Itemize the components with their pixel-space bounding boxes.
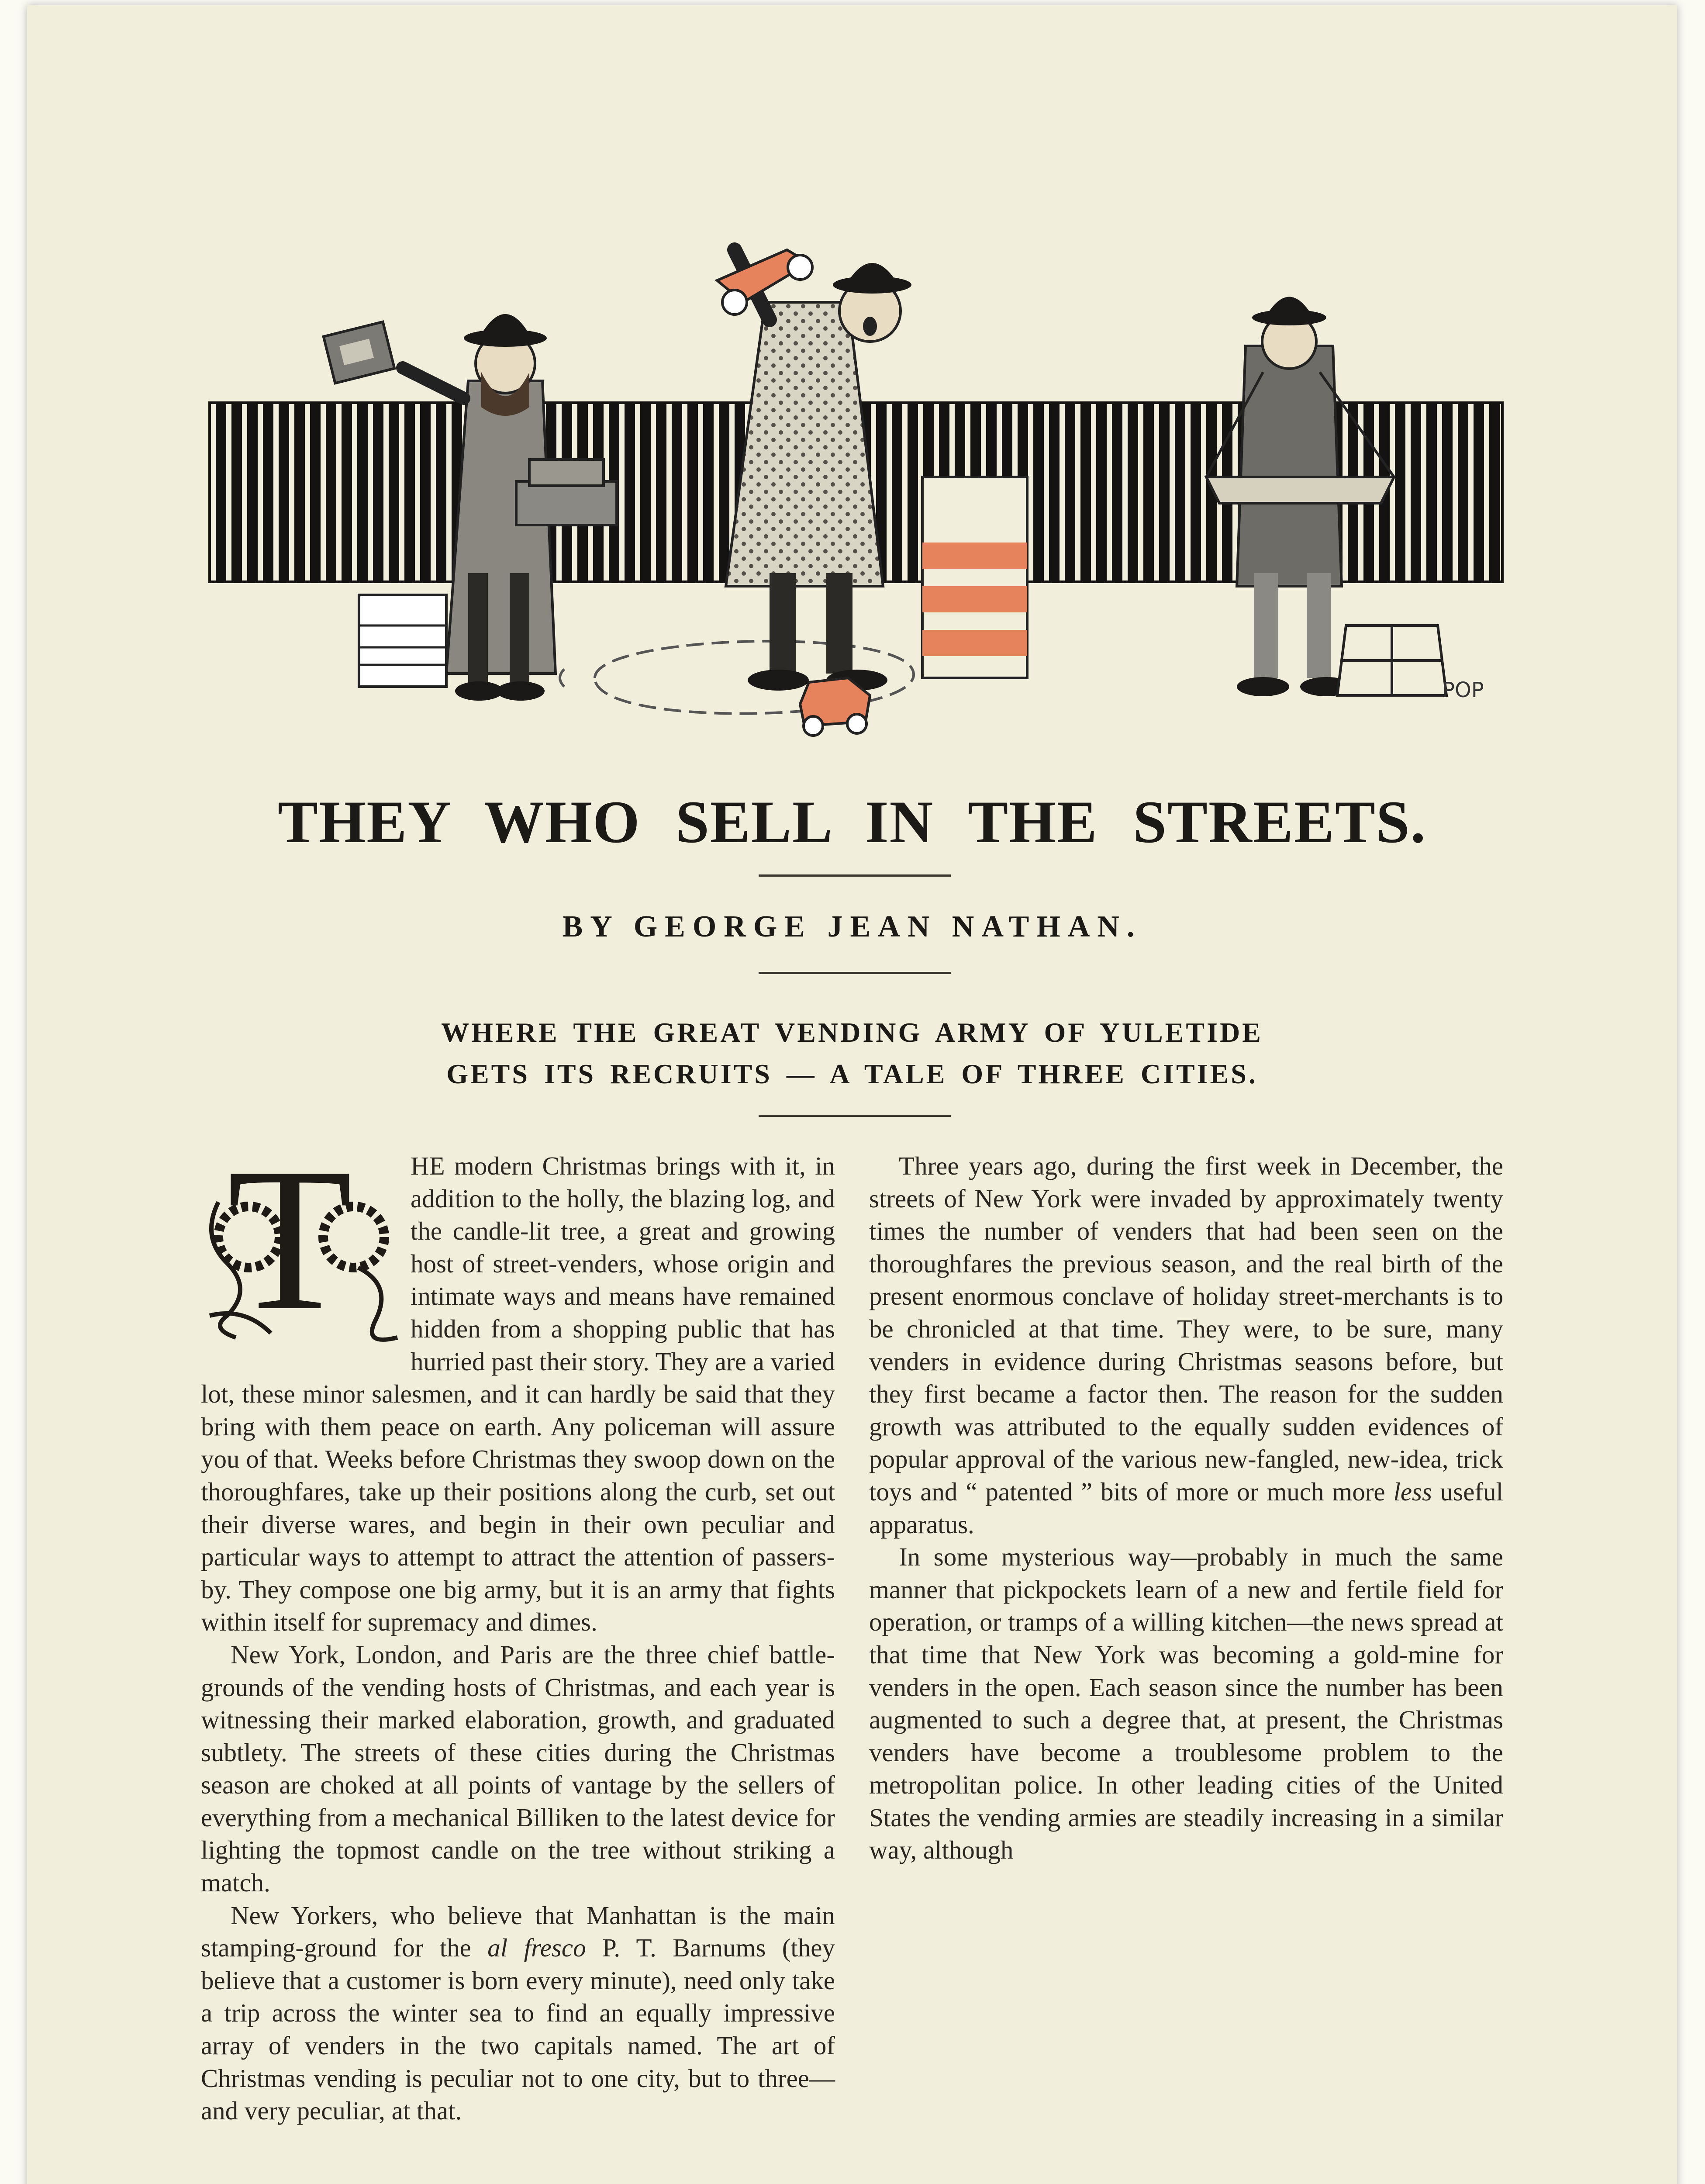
title-divider [759,874,951,877]
paragraph-1-text: HE modern Christmas brings with it, in addition to the holly, the blazing log, and the candle-lit tree, a great and growing host of street-venders, whose origin and intimate ways and means have remained hidden from a shopping public that has hurried past their story. They are a varied lot, these minor salesmen, and it can hardly be said that they bring with them peace on earth. Any policeman will assure you of that. Weeks before Christmas they swoop down on the thoroughfares, take up their positions along the curb, set out their diverse wares, and begin in their own peculiar and particular ways to attempt to attract the attention of passers-by. They compose one big army, but it is an army that fights within itself for supremacy and dimes. [201,1151,835,1637]
paragraph-2: New York, London, and Paris are the three chief battle-grounds of the vending hosts of Christmas, and each year is witnessing their marked elaboration, growth, and graduated subtlety. The streets of these cities during the Christmas season are choked at all points of vantage by the sellers of everything from a mechanical Billiken to the latest device for lighting the topmost candle on the tree without striking a match. [201,1640,835,1897]
article-column-right [869,1150,1503,1866]
book-stack [359,595,446,687]
paragraph-3 [201,1899,835,2127]
street-venders-illustration [27,5,1677,774]
deck-line-1: WHERE THE GREAT VENDING ARMY OF YULETIDE [441,1017,1263,1048]
article-column-left [201,1125,835,2127]
paragraph-3-text-b: P. T. Barnums (they believe that a customer is born every minute), need only take a trip across the winter sea to find an equally impressive array of venders in the two capitals named. The art of Christmas vending is peculiar not to one city, but to three—and very peculiar, at that. [201,1933,835,2125]
paragraph-4-text-a: Three years ago, during the first week in December, the streets of New York were invaded by approximately twenty times the number of venders that had been seen on the thoroughfares the previous season, and the real birth of the present enormous conclave of holiday street-merchants is to be chronicled at that time. They were, to be sure, many venders in evidence during Christmas seasons before, but they first became a factor then. The reason for the sudden growth was attributed to the equally sudden evidences of popular approval of the various new-fangled, new-idea, trick toys and “ patented ” bits of more or much more [869,1151,1503,1506]
deck-divider [759,1115,951,1117]
street-vender-toy-car-seller [717,250,1027,736]
paragraph-3-italic: al fresco [487,1933,586,1963]
deck-line-2: GETS ITS RECRUITS — A TALE OF THREE CITIES. [446,1058,1258,1089]
drop-cap-letter: T [227,1125,353,1353]
paragraph-4-text-b: useful apparatus. [869,1477,1503,1539]
parcel-stack [922,477,1027,678]
drop-cap-ornament [201,1125,406,1353]
paragraph-4 [869,1150,1503,1541]
paragraph-5: In some mysterious way—probably in much the same manner that pickpockets learn of a new and fertile field for operation, or tramps of a willing kitchen—the news spread at that time that New York was becoming a gold-mine for venders in the open. Each season since the number has been augmented to such a degree that, at present, the Christmas venders have become a troublesome problem to the metropolitan police. In other leading cities of the United States the vending armies are steadily increasing in a similar way, although [869,1542,1503,1865]
toy-car-icon [800,678,870,736]
byline-divider [759,972,951,974]
byline: BY GEORGE JEAN NATHAN. [562,910,1142,943]
artist-signature: POP [1442,678,1484,702]
paragraph-3-text-a: New Yorkers, who believe that Manhattan is the main stamping-ground for the [201,1901,835,1963]
magazine-page [27,5,1677,2184]
paragraph-4-italic: less [1393,1477,1432,1506]
article-title: THEY WHO SELL IN THE STREETS. [277,788,1427,855]
parcel-icon [1337,625,1446,695]
